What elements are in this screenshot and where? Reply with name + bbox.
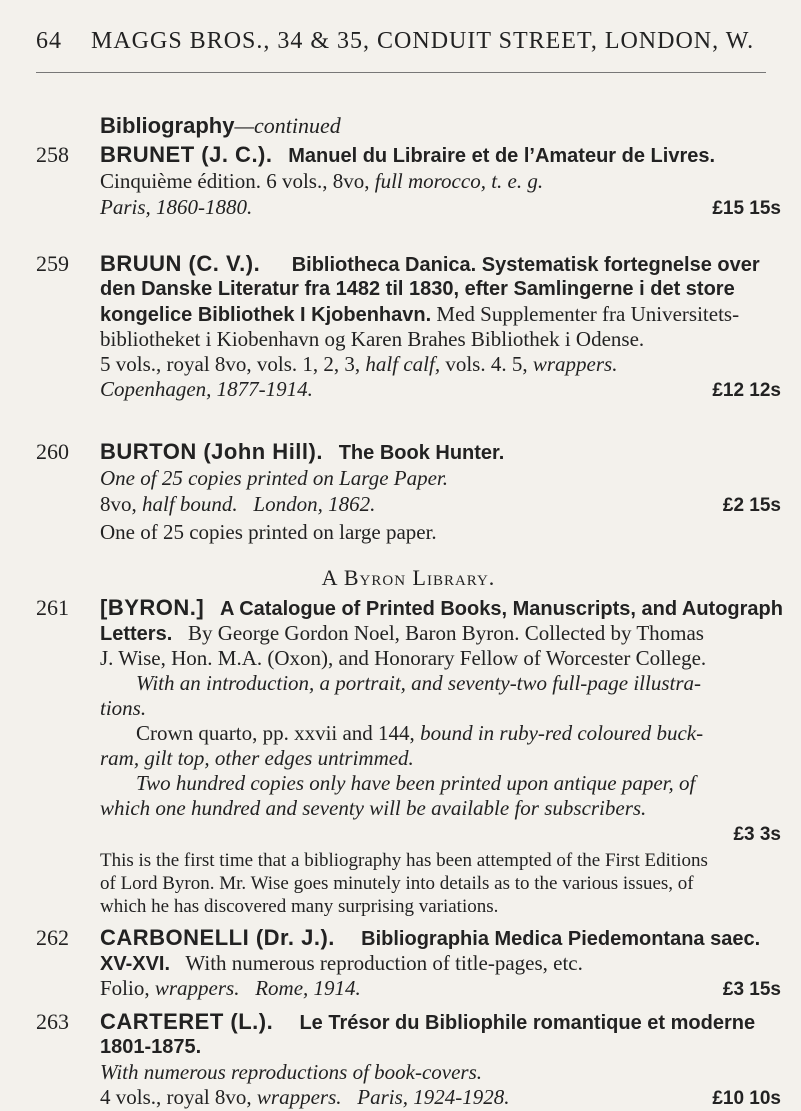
page-number: 64 xyxy=(36,28,62,54)
entry-heading xyxy=(100,926,760,951)
entry-number: 258 xyxy=(36,142,69,167)
entry-263 xyxy=(36,1009,781,1109)
entry-number: 260 xyxy=(36,439,69,464)
entry-line: den Danske Literatur fra 1482 til 1830, efter Samlingerne i det store xyxy=(100,278,735,300)
entry-259 xyxy=(36,252,781,412)
entry-text: Folio, xyxy=(100,976,150,1000)
entry-line: bibliotheket i Kiobenhavn og Karen Brahes Bibliothek i Odense. xyxy=(100,327,645,351)
entry-imprint: Paris, 1860-1880. xyxy=(100,195,253,219)
entry-price: £12 12s xyxy=(712,380,781,401)
entry-author: CARBONELLI (Dr. J.). xyxy=(100,925,335,950)
entry-line: tions. xyxy=(100,696,147,720)
entry-title: Bibliotheca Danica. Systematisk fortegnelse over xyxy=(291,254,760,276)
entry-line xyxy=(100,951,583,976)
running-head: MAGGS BROS., 34 & 35, CONDUIT STREET, LONDON, W. xyxy=(91,28,755,54)
entry-line xyxy=(100,1085,510,1109)
entry-title-cont: Letters. xyxy=(100,623,173,645)
entry-title: Bibliographia Medica Piedemontana saec. xyxy=(361,928,761,950)
entry-binding: half calf, xyxy=(365,352,441,376)
entry-note: This is the first time that a bibliography has been attempted of the First Editions xyxy=(100,850,708,871)
section-title: Bibliography xyxy=(100,113,235,138)
entry-price: £2 15s xyxy=(722,495,781,516)
entry-line xyxy=(136,721,703,745)
entry-binding: wrappers. xyxy=(256,1085,342,1109)
entry-line: With numerous reproductions of book-covers. xyxy=(100,1060,483,1084)
entry-imprint: Paris, 1924-1928. xyxy=(357,1085,510,1109)
entry-line: J. Wise, Hon. M.A. (Oxon), and Honorary Fellow of Worcester College. xyxy=(100,646,707,670)
entry-line: which one hundred and seventy will be available for subscribers. xyxy=(100,796,647,820)
entry-binding: bound in ruby-red coloured buck- xyxy=(420,721,704,745)
section-heading xyxy=(100,113,341,139)
entry-text: By George Gordon Noel, Baron Byron. Collected by Thomas xyxy=(188,621,704,645)
entry-number: 263 xyxy=(36,1009,69,1034)
entry-title-cont: kongelice Bibliothek I Kjobenhavn. xyxy=(100,304,432,326)
entry-title: The Book Hunter. xyxy=(338,442,505,464)
entry-heading xyxy=(100,252,760,277)
entry-title: A Catalogue of Printed Books, Manuscripts, and Autograph xyxy=(219,598,783,620)
entry-title-cont: XV-XVI. xyxy=(100,953,171,975)
entry-binding: half bound. xyxy=(142,492,238,516)
entry-text: Cinquième édition. 6 vols., 8vo, xyxy=(100,169,370,193)
entry-binding: wrappers. xyxy=(154,976,240,1000)
entry-number: 261 xyxy=(36,595,69,620)
entry-heading xyxy=(100,596,783,621)
entry-line: ram, gilt top, other edges untrimmed. xyxy=(100,746,414,770)
entry-binding: full morocco, t. e. g. xyxy=(374,169,544,193)
entry-heading xyxy=(100,1010,755,1035)
entry-author: CARTERET (L.). xyxy=(100,1009,274,1034)
entry-line xyxy=(100,976,361,1000)
running-header xyxy=(36,28,776,55)
entry-imprint: Rome, 1914. xyxy=(255,976,361,1000)
entry-line: With an introduction, a portrait, and seventy-two full-page illustra- xyxy=(136,671,702,695)
entry-note: of Lord Byron. Mr. Wise goes minutely into details as to the various issues, of xyxy=(100,873,694,894)
entry-author: [BYRON.] xyxy=(100,595,205,620)
entry-price: £10 10s xyxy=(712,1088,781,1109)
entry-line xyxy=(100,492,375,516)
subheading: A Byron Library. xyxy=(321,565,496,590)
entry-title: Le Trésor du Bibliophile romantique et moderne xyxy=(299,1012,756,1034)
entry-price: £3 15s xyxy=(722,979,781,1000)
entry-imprint: Copenhagen, 1877-1914. xyxy=(100,377,313,401)
entry-line: One of 25 copies printed on Large Paper. xyxy=(100,466,449,490)
entry-note: One of 25 copies printed on large paper. xyxy=(100,520,437,544)
entry-title-cont: 1801-1875. xyxy=(100,1036,202,1058)
entry-binding: wrappers. xyxy=(532,352,618,376)
entry-line: Two hundred copies only have been printed upon antique paper, of xyxy=(136,771,696,795)
entry-text: With numerous reproduction of title-pages, etc. xyxy=(185,951,583,975)
entry-line xyxy=(100,169,543,193)
entry-title: Manuel du Libraire et de l’Amateur de Livres. xyxy=(288,145,716,167)
entry-261 xyxy=(36,566,781,936)
entry-text: Med Supplementer fra Universitets- xyxy=(436,302,740,326)
entry-text: Crown quarto, pp. xxvii and 144, xyxy=(136,721,415,745)
entry-260 xyxy=(36,440,781,550)
entry-line xyxy=(100,302,739,327)
entry-heading xyxy=(100,143,715,168)
entry-number: 259 xyxy=(36,251,69,276)
entry-author: BRUUN (C. V.). xyxy=(100,251,261,276)
entry-text: 4 vols., royal 8vo, xyxy=(100,1085,252,1109)
entry-text: vols. 4. 5, xyxy=(445,352,528,376)
entry-line xyxy=(100,621,704,646)
entry-author: BRUNET (J. C.). xyxy=(100,142,273,167)
entry-price: £3 3s xyxy=(733,824,781,845)
entry-258 xyxy=(36,143,781,223)
entry-heading xyxy=(100,440,504,465)
header-rule xyxy=(36,72,766,73)
entry-price: £15 15s xyxy=(712,198,781,219)
entry-text: 5 vols., royal 8vo, vols. 1, 2, 3, xyxy=(100,352,361,376)
entry-note: which he has discovered many surprising variations. xyxy=(100,896,499,917)
entry-author: BURTON (John Hill). xyxy=(100,439,323,464)
entry-262 xyxy=(36,926,781,1006)
section-continued: —continued xyxy=(234,113,341,138)
entry-number: 262 xyxy=(36,925,69,950)
entry-line xyxy=(100,352,617,376)
entry-imprint: London, 1862. xyxy=(253,492,376,516)
entry-text: 8vo, xyxy=(100,492,137,516)
